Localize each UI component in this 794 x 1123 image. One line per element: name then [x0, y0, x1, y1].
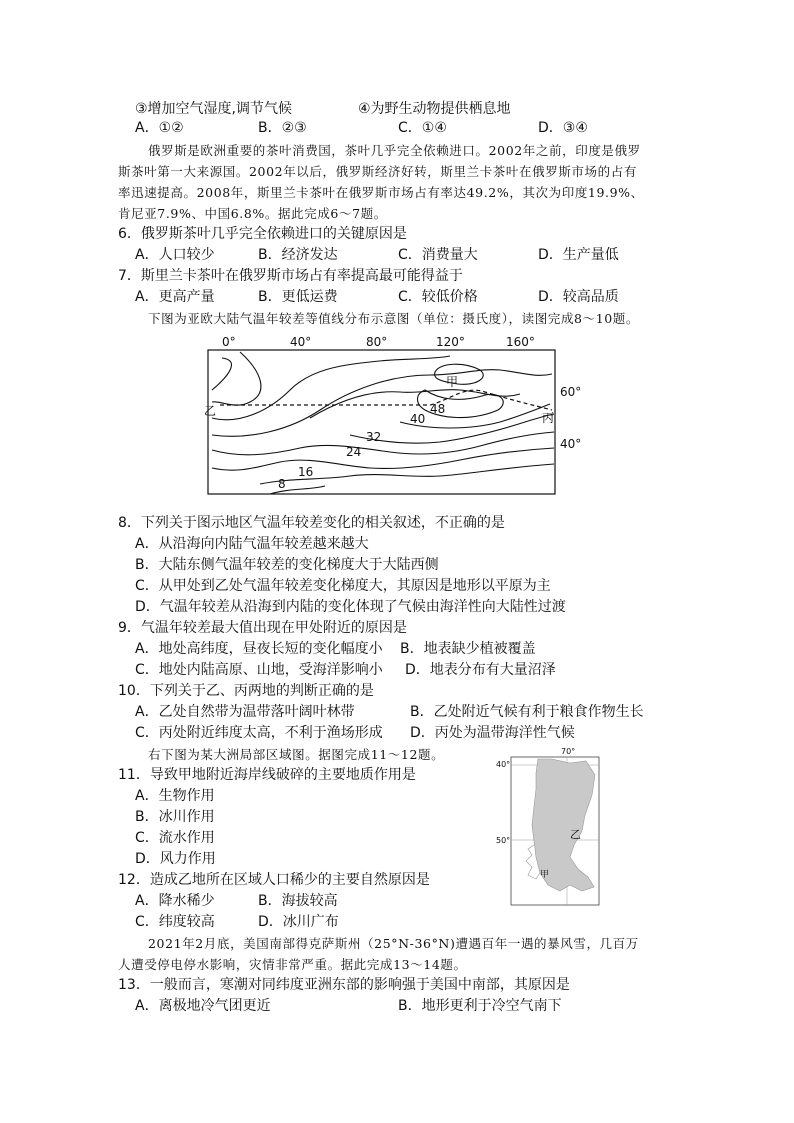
temperature-range-map	[200, 330, 600, 500]
q10-option-d[interactable]: D．丙处为温带海洋性气候	[410, 725, 575, 741]
q5-option-a[interactable]: A．①②	[135, 120, 184, 136]
q7-option-c[interactable]: C．较低价格	[398, 289, 478, 305]
q8-stem: 8．下列关于图示地区气温年较差变化的相关叙述，不正确的是	[118, 515, 505, 531]
point-jia: 甲	[446, 375, 459, 389]
lat-label-40: 40°	[496, 760, 511, 769]
south-america-map	[490, 745, 610, 910]
q8-option-d[interactable]: D．气温年较差从沿海到内陆的变化体现了气候由海洋性向大陆性过渡	[135, 599, 566, 615]
q9-option-a[interactable]: A．地处高纬度，昼夜长短的变化幅度小	[135, 641, 383, 657]
point-jia: 甲	[540, 870, 550, 880]
q11-option-d[interactable]: D．风力作用	[135, 851, 216, 867]
lat-label-60: 60°	[560, 385, 582, 399]
contour-label-48: 48	[430, 402, 446, 416]
passage-line: 2021年2月底，美国南部得克萨斯州（25°N-36°N)遭遇百年一遇的暴风雪，几百万	[148, 936, 639, 951]
lon-label-160: 160°	[506, 335, 535, 349]
q12-option-d[interactable]: D．冰川广布	[258, 914, 339, 930]
q8-option-a[interactable]: A．从沿海向内陆气温年较差越来越大	[135, 536, 369, 552]
q10-option-c[interactable]: C．丙处附近纬度太高，不利于渔场形成	[135, 725, 383, 741]
q12-option-b[interactable]: B．海拔较高	[258, 893, 338, 909]
q5-option-b[interactable]: B．②③	[258, 120, 307, 136]
q8-option-c[interactable]: C．从甲处到乙处气温年较差变化梯度大，其原因是地形以平原为主	[135, 578, 551, 594]
q11-option-a[interactable]: A．生物作用	[135, 788, 215, 804]
q9-option-c[interactable]: C．地处内陆高原、山地，受海洋影响小	[135, 662, 383, 678]
q12-option-c[interactable]: C．纬度较高	[135, 914, 215, 930]
q11-option-c[interactable]: C．流水作用	[135, 830, 215, 846]
q10-option-b[interactable]: B．乙处附近气候有利于粮食作物生长	[410, 704, 644, 720]
q11-option-b[interactable]: B．冰川作用	[135, 809, 215, 825]
q6-option-b[interactable]: B．经济发达	[258, 247, 338, 263]
contour-label-16: 16	[298, 465, 314, 479]
passage-line: 肯尼亚7.9%、中国6.8%。据此完成6～7题。	[118, 206, 387, 221]
q13-stem: 13．一般而言，寒潮对同纬度亚洲东部的影响强于美国中南部，其原因是	[118, 977, 570, 993]
lon-label-0: 0°	[222, 335, 236, 349]
q5-item-3: ③增加空气湿度,调节气候	[135, 101, 293, 117]
lat-label-40: 40°	[560, 437, 582, 451]
point-yi: 乙	[570, 828, 581, 841]
q12-stem: 12．造成乙地所在区域人口稀少的主要自然原因是	[118, 872, 430, 888]
q5-option-c[interactable]: C．①④	[398, 120, 447, 136]
q9-option-b[interactable]: B．地表缺少植被覆盖	[400, 641, 536, 657]
q7-option-d[interactable]: D．较高品质	[538, 289, 619, 305]
point-bing: 丙	[542, 411, 555, 425]
lon-label-70: 70°	[561, 747, 576, 756]
q9-option-d[interactable]: D．地表分布有大量沼泽	[405, 662, 556, 678]
lon-label-40: 40°	[290, 335, 312, 349]
lat-label-50: 50°	[496, 836, 511, 845]
q5-option-d[interactable]: D．③④	[538, 120, 588, 136]
q6-option-d[interactable]: D．生产量低	[538, 247, 619, 263]
passage-line: 斯茶叶第一大来源国。2002年以后，俄罗斯经济好转，斯里兰卡茶叶在俄罗斯市场的占有	[118, 164, 637, 179]
passage-line: 人遭受停电停水影响，灾情非常严重。据此完成13～14题。	[118, 957, 467, 972]
map1-intro: 下图为亚欧大陆气温年较差等值线分布示意图（单位：摄氏度），读图完成8～10题。	[148, 311, 640, 326]
lon-label-120: 120°	[436, 335, 465, 349]
q12-option-a[interactable]: A．降水稀少	[135, 893, 215, 909]
q9-stem: 9．气温年较差最大值出现在甲处附近的原因是	[118, 620, 407, 636]
q8-option-b[interactable]: B．大陆东侧气温年较差的变化梯度大于大陆西侧	[135, 557, 439, 573]
contour-label-8: 8	[278, 477, 286, 491]
q11-stem: 11．导致甲地附近海岸线破碎的主要地质作用是	[118, 767, 416, 783]
contour-label-40: 40	[410, 412, 426, 426]
q13-option-b[interactable]: B．地形更利于冷空气南下	[398, 998, 562, 1014]
lon-label-80: 80°	[366, 335, 388, 349]
point-yi: 乙	[204, 404, 217, 418]
q5-item-4: ④为野生动物提供栖息地	[358, 101, 511, 117]
contour-label-32: 32	[366, 430, 382, 444]
q10-option-a[interactable]: A．乙处自然带为温带落叶阔叶林带	[135, 704, 355, 720]
q7-stem: 7．斯里兰卡茶叶在俄罗斯市场占有率提高最可能得益于	[118, 268, 463, 284]
passage-line: 俄罗斯是欧洲重要的茶叶消费国，茶叶几乎完全依赖进口。2002年之前，印度是俄罗	[148, 143, 641, 158]
q10-stem: 10．下列关于乙、丙两地的判断正确的是	[118, 683, 374, 699]
q7-option-b[interactable]: B．更低运费	[258, 289, 338, 305]
q6-stem: 6．俄罗斯茶叶几乎完全依赖进口的关键原因是	[118, 226, 407, 242]
q6-option-c[interactable]: C．消费量大	[398, 247, 478, 263]
q6-option-a[interactable]: A．人口较少	[135, 247, 215, 263]
passage-line: 率迅速提高。2008年，斯里兰卡茶叶在俄罗斯市场占有率达49.2%，其次为印度19.9%、	[118, 185, 644, 200]
q7-option-a[interactable]: A．更高产量	[135, 289, 215, 305]
contour-label-24: 24	[346, 445, 362, 459]
map2-intro: 右下图为某大洲局部区域图。据图完成11～12题。	[148, 747, 445, 762]
q13-option-a[interactable]: A．离极地冷气团更近	[135, 998, 271, 1014]
